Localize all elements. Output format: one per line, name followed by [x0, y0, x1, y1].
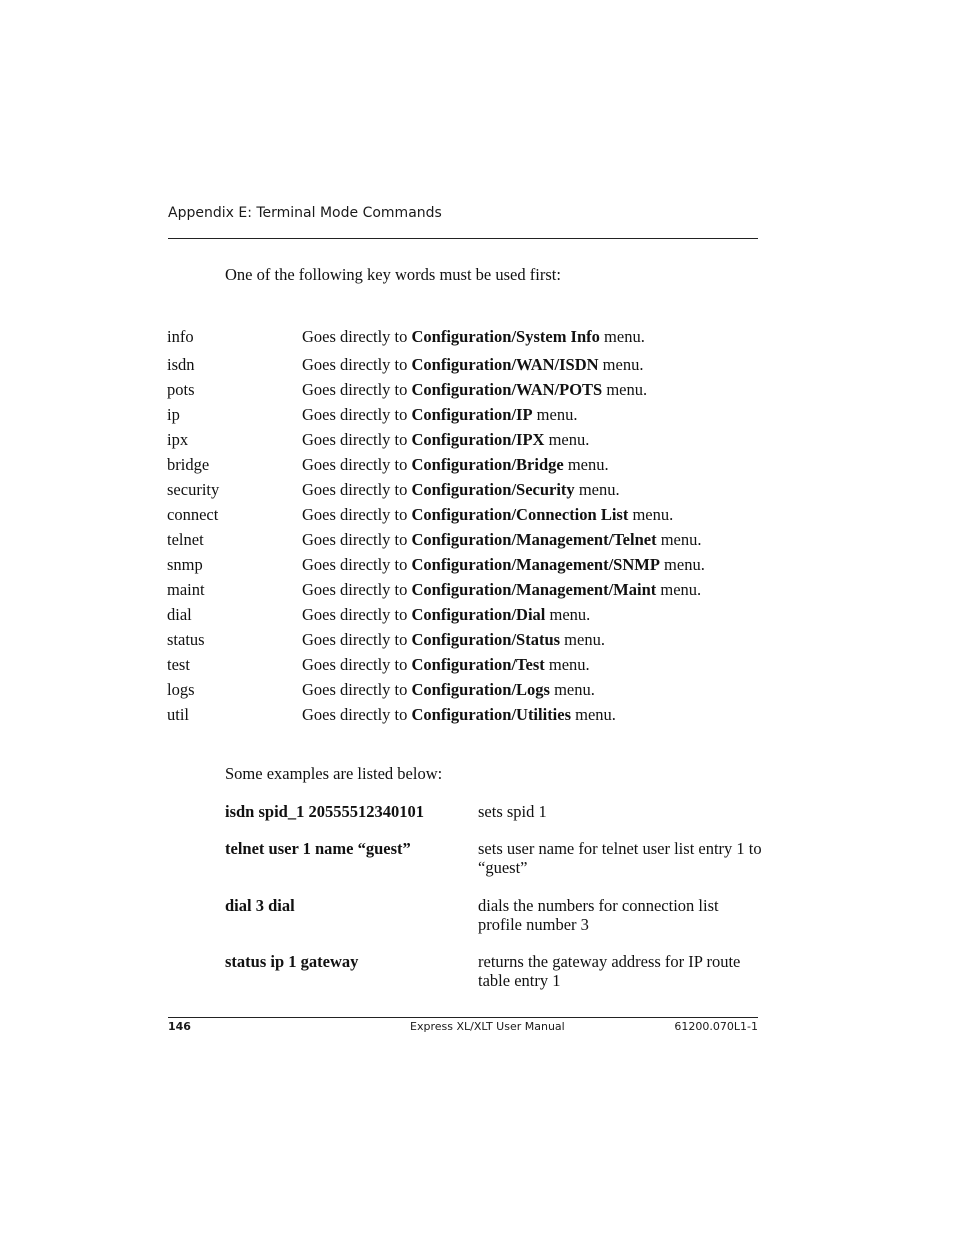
keyword: connect [167, 505, 219, 524]
menu-path: Configuration/IP [411, 405, 533, 424]
keyword: isdn [167, 355, 195, 374]
keyword: bridge [167, 455, 210, 474]
keyword: maint [167, 580, 205, 599]
menu-path: Configuration/Test [411, 655, 545, 674]
keyword-description: Goes directly to Configuration/IP menu. [302, 405, 578, 424]
menu-path: Configuration/Security [411, 480, 575, 499]
keyword-description: Goes directly to Configuration/Test menu. [302, 655, 590, 674]
keyword-row [167, 602, 767, 627]
example-description: sets user name for telnet user list entry 1 to “guest” [478, 839, 762, 877]
keyword-description: Goes directly to Configuration/WAN/POTS menu. [302, 380, 648, 399]
page-number: 146 [168, 1020, 191, 1033]
example-command: status ip 1 gateway [225, 952, 359, 971]
menu-path: Configuration/Logs [411, 680, 550, 699]
keyword-description: Goes directly to Configuration/Connection List menu. [302, 505, 674, 524]
menu-path: Configuration/Management/SNMP [411, 555, 660, 574]
keyword-description: Goes directly to Configuration/Management/Maint menu. [302, 580, 702, 599]
example-command: telnet user 1 name “guest” [225, 839, 411, 858]
keyword: dial [167, 605, 192, 624]
keyword: util [167, 705, 190, 724]
keyword-list [167, 324, 767, 727]
keyword-row [167, 452, 767, 477]
keyword-row [167, 402, 767, 427]
example-command: isdn spid_1 20555512340101 [225, 802, 424, 821]
menu-path: Configuration/System Info [411, 327, 600, 346]
keyword-description: Goes directly to Configuration/Status menu. [302, 630, 605, 649]
keyword-description: Goes directly to Configuration/Utilities menu. [302, 705, 616, 724]
menu-path: Configuration/Management/Telnet [411, 530, 657, 549]
keyword: ip [167, 405, 180, 424]
keyword-row [167, 427, 767, 452]
intro-paragraph: One of the following key words must be used first: [225, 265, 561, 284]
example-description: sets spid 1 [478, 802, 547, 821]
keyword: test [167, 655, 190, 674]
keyword-description: Goes directly to Configuration/Logs menu. [302, 680, 595, 699]
manual-title: Express XL/XLT User Manual [410, 1020, 565, 1033]
keyword-description: Goes directly to Configuration/WAN/ISDN menu. [302, 355, 644, 374]
menu-path: Configuration/WAN/POTS [411, 380, 603, 399]
menu-path: Configuration/Connection List [411, 505, 629, 524]
menu-path: Configuration/Status [411, 630, 561, 649]
example-command: dial 3 dial [225, 896, 295, 915]
header-divider [168, 238, 758, 239]
keyword: ipx [167, 430, 189, 449]
keyword: logs [167, 680, 195, 699]
menu-path: Configuration/Bridge [411, 455, 564, 474]
keyword-description: Goes directly to Configuration/Dial menu. [302, 605, 591, 624]
running-header: Appendix E: Terminal Mode Commands [168, 205, 442, 221]
keyword-row [167, 352, 767, 377]
keyword-description: Goes directly to Configuration/Management/SNMP menu. [302, 555, 705, 574]
keyword-description: Goes directly to Configuration/Bridge menu. [302, 455, 609, 474]
keyword-row [167, 677, 767, 702]
keyword-description: Goes directly to Configuration/Management/Telnet menu. [302, 530, 702, 549]
keyword-description: Goes directly to Configuration/System Info menu. [302, 327, 645, 346]
keyword-row [167, 324, 767, 352]
keyword: pots [167, 380, 195, 399]
keyword-row [167, 502, 767, 527]
example-description: returns the gateway address for IP route table entry 1 [478, 952, 741, 990]
keyword-description: Goes directly to Configuration/IPX menu. [302, 430, 590, 449]
document-number: 61200.070L1-1 [674, 1020, 758, 1033]
keyword: info [167, 327, 194, 346]
keyword: telnet [167, 530, 204, 549]
examples-intro: Some examples are listed below: [225, 764, 443, 783]
menu-path: Configuration/WAN/ISDN [411, 355, 599, 374]
keyword-row [167, 627, 767, 652]
menu-path: Configuration/Utilities [411, 705, 572, 724]
keyword-row [167, 702, 767, 727]
example-description: dials the numbers for connection list profile number 3 [478, 896, 719, 934]
keyword: status [167, 630, 205, 649]
menu-path: Configuration/IPX [411, 430, 545, 449]
keyword-row [167, 552, 767, 577]
keyword-row [167, 577, 767, 602]
menu-path: Configuration/Dial [411, 605, 546, 624]
keyword-row [167, 527, 767, 552]
keyword: snmp [167, 555, 203, 574]
keyword-row [167, 652, 767, 677]
keyword-row [167, 377, 767, 402]
menu-path: Configuration/Management/Maint [411, 580, 657, 599]
footer-divider [168, 1017, 758, 1018]
keyword: security [167, 480, 220, 499]
keyword-row [167, 477, 767, 502]
keyword-description: Goes directly to Configuration/Security menu. [302, 480, 620, 499]
